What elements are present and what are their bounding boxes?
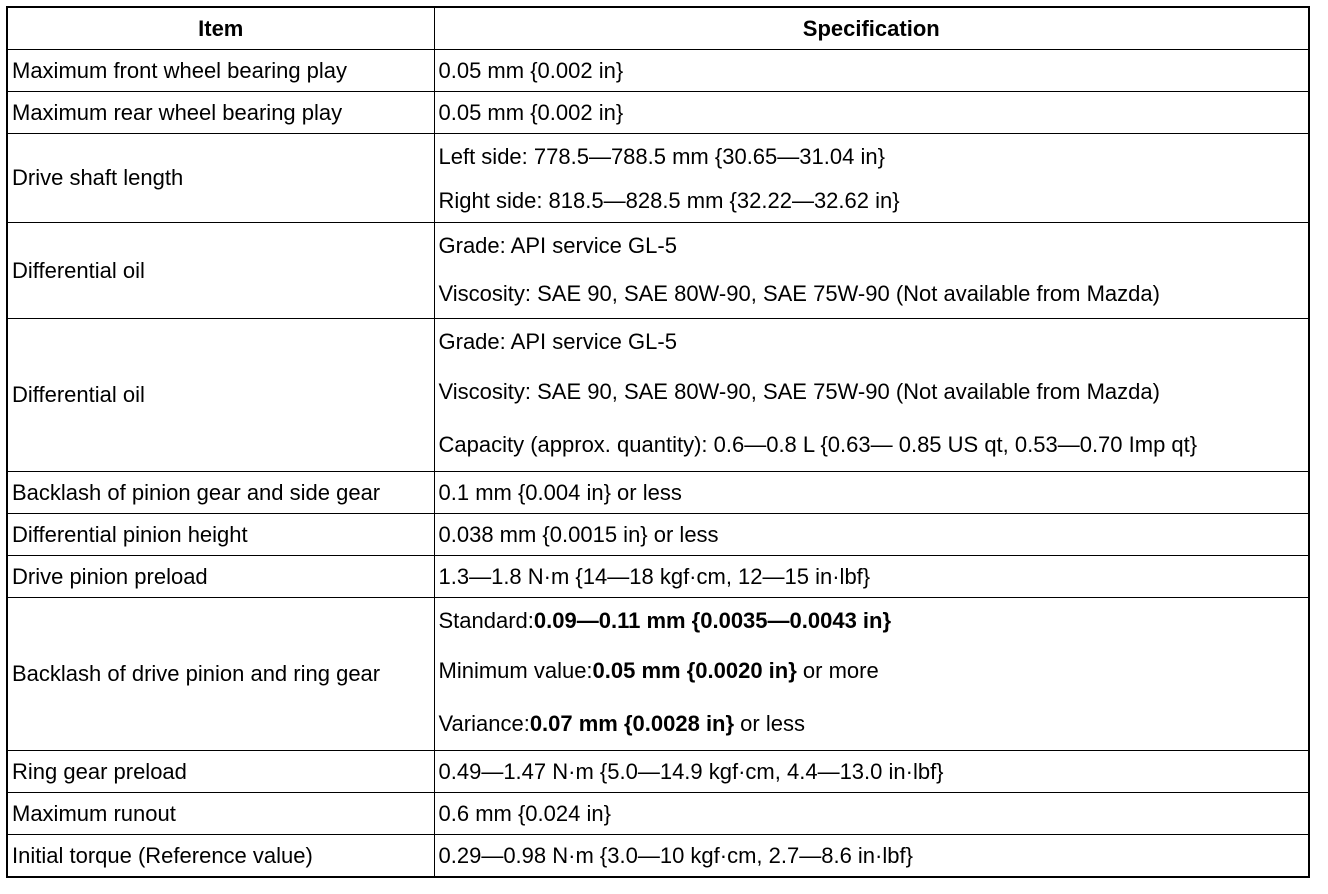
spec-cell: 1.3—1.8 N·m {14—18 kgf·cm, 12—15 in·lbf} [434, 556, 1309, 598]
spec-label: Variance: [438, 711, 530, 736]
table-row [7, 134, 1309, 223]
spec-cell: 0.05 mm {0.002 in} [434, 92, 1309, 134]
spec-line: Right side: 818.5—828.5 mm {32.22—32.62 in} [438, 188, 900, 213]
spec-line: Grade: API service GL-5 [438, 329, 677, 354]
spec-label: Minimum value: [438, 658, 593, 683]
spec-value: 0.05 mm {0.0020 in} [592, 658, 797, 683]
specification-column-header: Specification [434, 7, 1309, 50]
item-cell: Maximum runout [7, 793, 434, 835]
table-row [7, 835, 1309, 878]
spec-cell: 0.49—1.47 N·m {5.0—14.9 kgf·cm, 4.4—13.0 in·lbf} [434, 751, 1309, 793]
spec-value: 0.07 mm {0.0028 in} [529, 711, 735, 736]
spec-label: Standard: [438, 608, 534, 633]
item-cell: Drive pinion preload [7, 556, 434, 598]
table-row [7, 556, 1309, 598]
item-cell: Initial torque (Reference value) [7, 835, 434, 878]
spec-cell: 0.038 mm {0.0015 in} or less [434, 514, 1309, 556]
item-cell: Differential pinion height [7, 514, 434, 556]
table-row [7, 319, 1309, 472]
table-row [7, 793, 1309, 835]
spec-suffix: or less [734, 711, 805, 736]
spec-line: Capacity (approx. quantity): 0.6—0.8 L {0.63— 0.85 US qt, 0.53—0.70 Imp qt} [438, 432, 1198, 457]
spec-cell: 0.1 mm {0.004 in} or less [434, 472, 1309, 514]
spec-line: Viscosity: SAE 90, SAE 80W-90, SAE 75W-90 (Not available from Mazda) [438, 281, 1160, 306]
spec-line [439, 598, 1305, 644]
spec-line: Grade: API service GL-5 [438, 233, 677, 258]
item-column-header: Item [7, 7, 434, 50]
spec-suffix: or more [796, 658, 879, 683]
item-cell: Backlash of drive pinion and ring gear [7, 598, 434, 751]
table-row [7, 92, 1309, 134]
spec-cell [434, 319, 1309, 472]
table-row [7, 472, 1309, 514]
spec-cell [434, 134, 1309, 223]
item-cell: Differential oil [7, 319, 434, 472]
item-cell: Maximum front wheel bearing play [7, 50, 434, 92]
table-row [7, 514, 1309, 556]
spec-cell [434, 223, 1309, 319]
spec-line: Viscosity: SAE 90, SAE 80W-90, SAE 75W-90 (Not available from Mazda) [438, 379, 1160, 404]
spec-cell [434, 598, 1309, 751]
header-row [7, 7, 1309, 50]
table-row [7, 50, 1309, 92]
table-row [7, 598, 1309, 751]
item-cell: Backlash of pinion gear and side gear [7, 472, 434, 514]
spec-line [439, 698, 1305, 750]
item-cell: Drive shaft length [7, 134, 434, 223]
spec-line [439, 644, 1305, 698]
item-cell: Differential oil [7, 223, 434, 319]
table-row [7, 223, 1309, 319]
spec-line: Left side: 778.5—788.5 mm {30.65—31.04 in} [438, 144, 885, 169]
item-cell: Ring gear preload [7, 751, 434, 793]
spec-cell: 0.05 mm {0.002 in} [434, 50, 1309, 92]
specification-table [6, 6, 1310, 878]
spec-cell: 0.29—0.98 N·m {3.0—10 kgf·cm, 2.7—8.6 in·lbf} [434, 835, 1309, 878]
item-cell: Maximum rear wheel bearing play [7, 92, 434, 134]
spec-value: 0.09—0.11 mm {0.0035—0.0043 in} [533, 608, 892, 633]
table-row [7, 751, 1309, 793]
spec-cell: 0.6 mm {0.024 in} [434, 793, 1309, 835]
